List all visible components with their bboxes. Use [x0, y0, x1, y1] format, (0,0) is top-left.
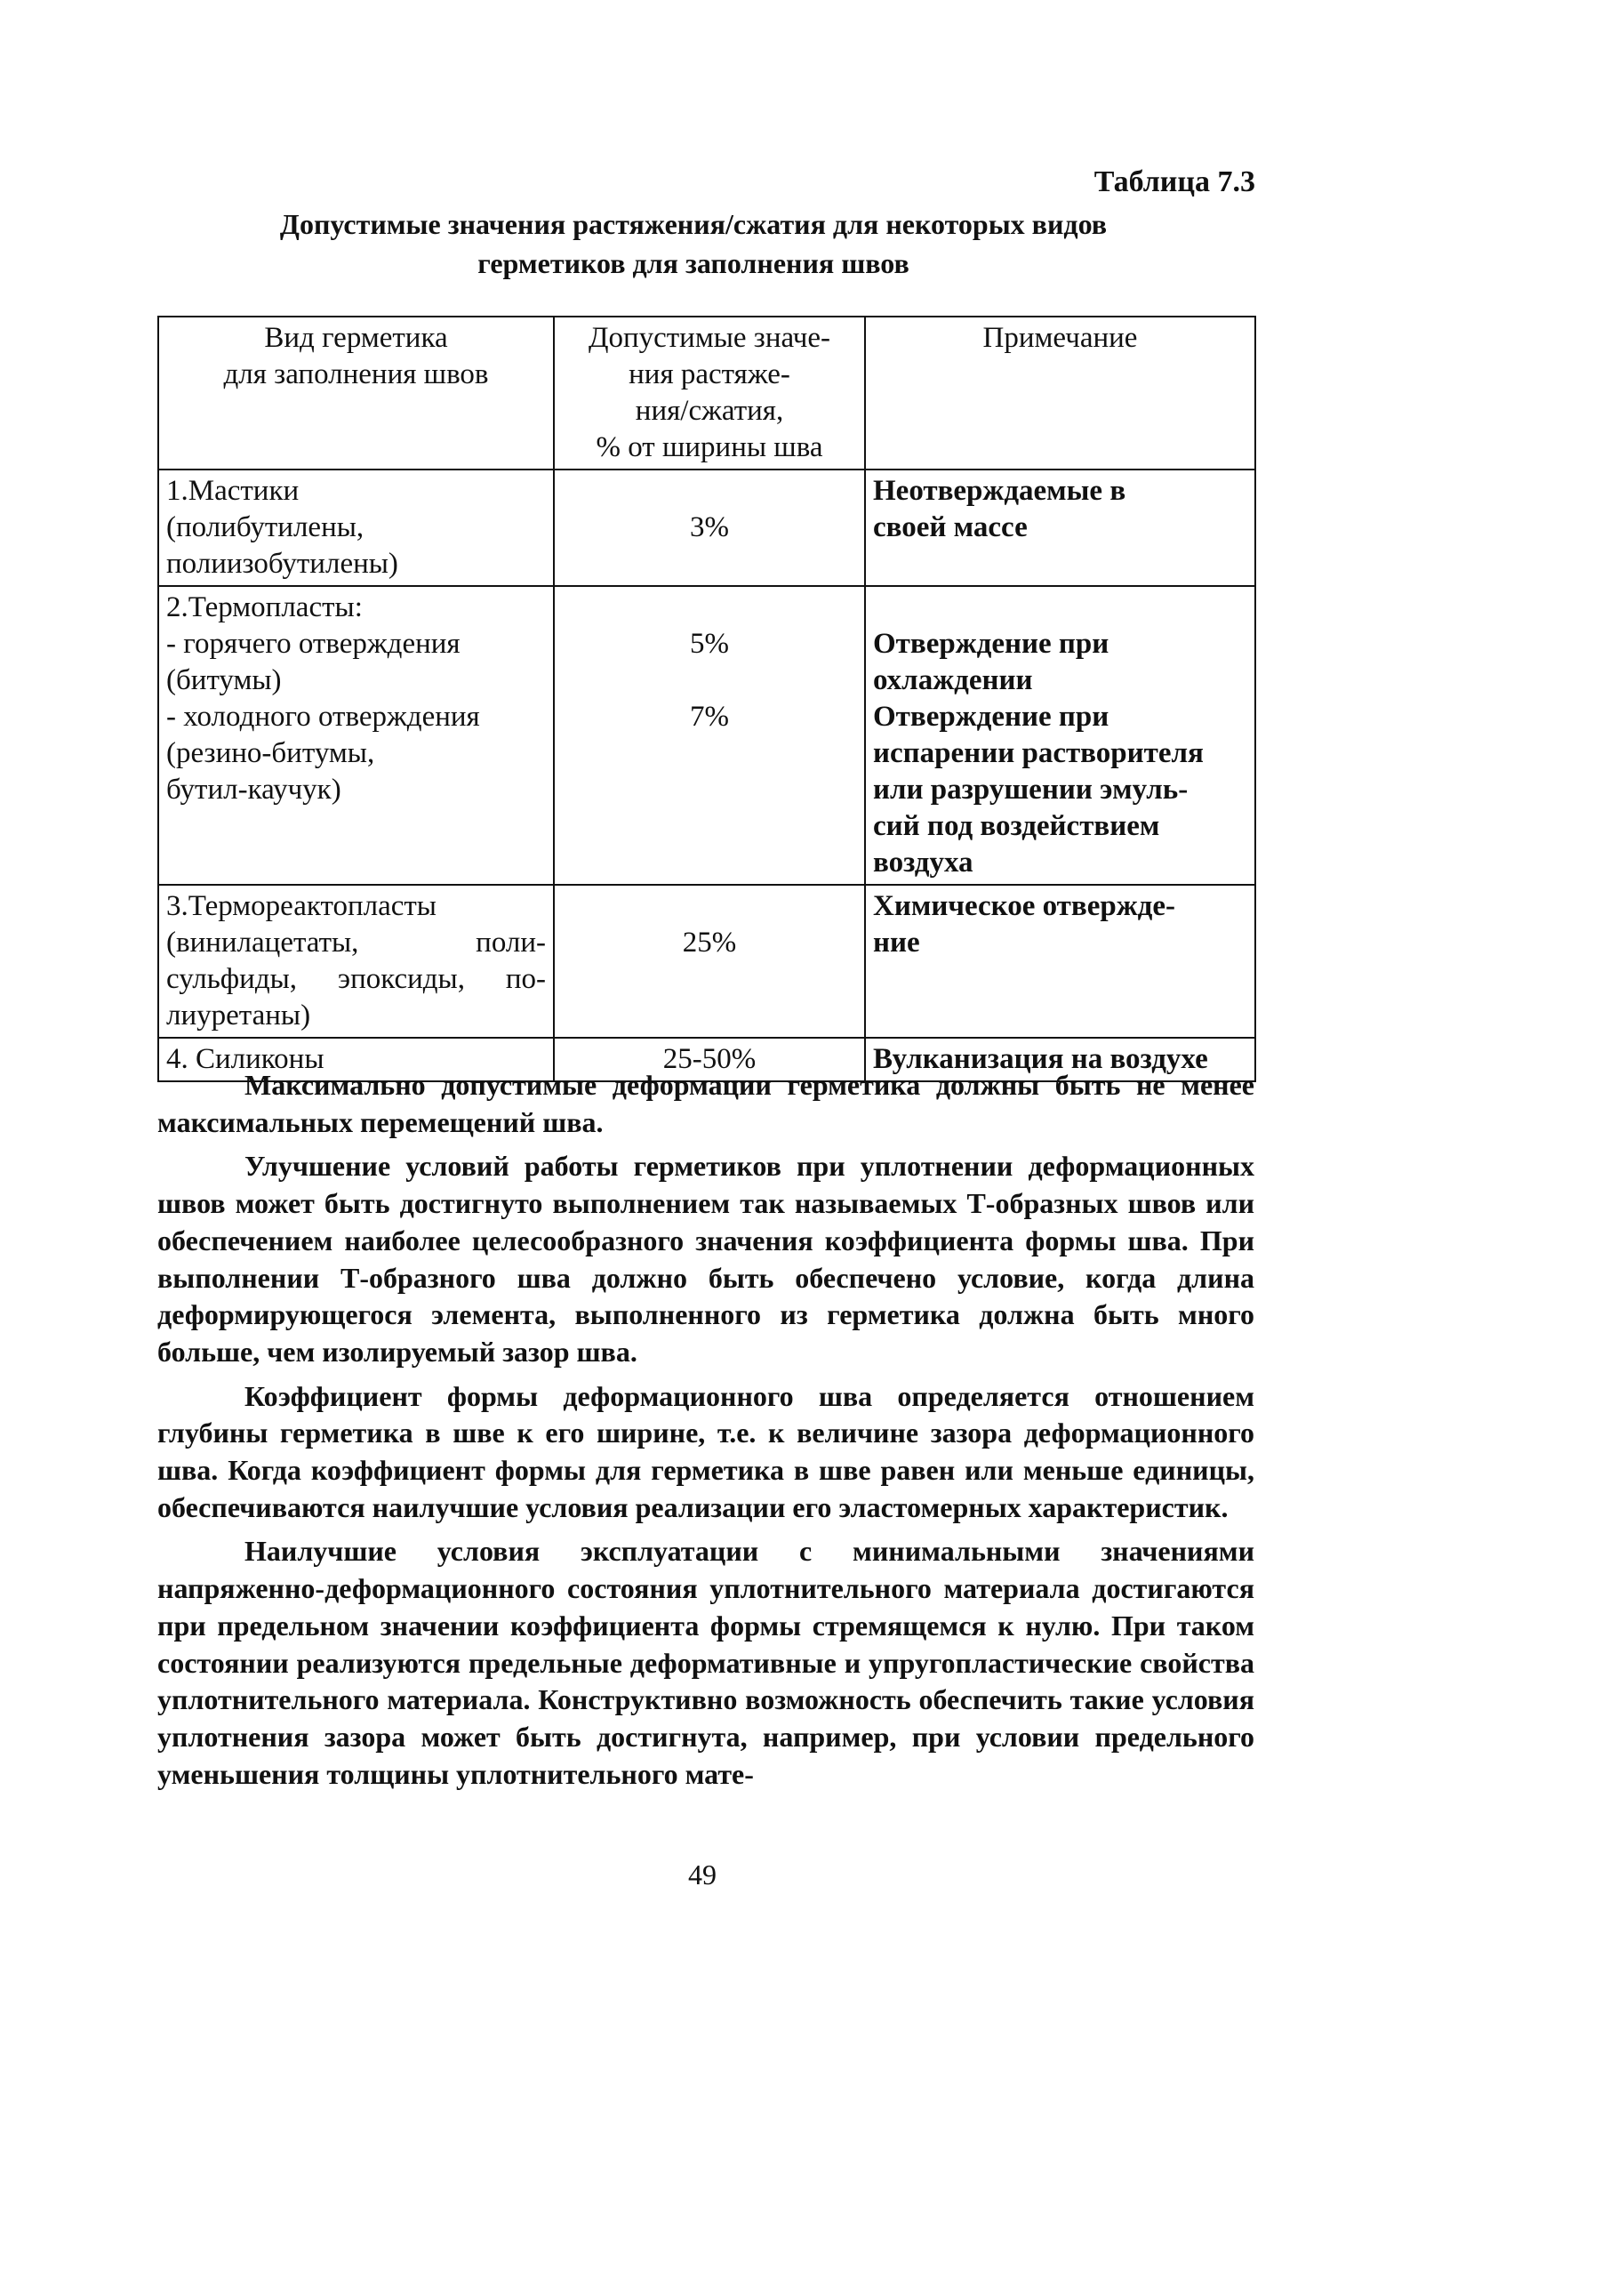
table-row — [158, 470, 1255, 586]
table-row — [158, 885, 1255, 1038]
cell-note: Отверждение при охлаждении Отверждение при испарении растворителя или разрушении эмуль- сий под воздействием воздуха — [865, 586, 1255, 885]
cell-allowed-value: 25% — [554, 885, 865, 1038]
caption-line-1: Допустимые значения растяжения/сжатия для некоторых видов — [279, 208, 1108, 240]
cell-sealant-type: 2.Термопласты: - горячего отверждения (битумы) - холодного отверждения (резино-битумы, бутил-каучук) — [158, 586, 554, 885]
paragraph: Коэффициент формы деформационного шва определяется отношением глубины герметика в шве к его ширине, т.е. к величине зазора деформационного шва. Когда коэффициент формы для герметика в шве равен или меньше единицы, обеспечиваются наилучшие условия реализации его эластомерных характеристик. — [157, 1379, 1254, 1523]
paragraph: Наилучшие условия эксплуатации с минимальными значениями напряженно-деформационного состояния уплотнительного материала достигаются при предельном значении коэффициента формы стремящемся к нулю. При таком состоянии реализуются предельные деформативные и упругопластические свойства уплотнительного материала. Конструктивно возможность обеспечить такие условия уплотнения зазора может быть достигнута, например, при условии предельного уменьшения толщины уплотнительного мате- — [157, 1535, 1254, 1790]
body-text — [157, 1067, 1254, 1800]
cell-allowed-value: 5% 7% — [554, 586, 865, 885]
cell-note: Вулканизация на воздухе — [865, 1038, 1255, 1081]
header-note: Примечание — [865, 317, 1255, 470]
cell-allowed-value: 3% — [554, 470, 865, 586]
table-caption — [213, 205, 1173, 283]
table-label: Таблица 7.3 — [1093, 165, 1255, 198]
cell-allowed-value: 25-50% — [554, 1038, 865, 1081]
paragraph: Максимально допустимые деформации герметика должны быть не менее максимальных перемещений шва. — [157, 1069, 1254, 1138]
paragraph: Улучшение условий работы герметиков при уплотнении деформационных швов может быть достигнуто выполнением так называемых Т-образных швов или обеспечением наиболее целесообразного значения коэффициента формы шва. При выполнении Т-образного шва должно быть обеспечено условие, когда длина деформирующегося элемента, выполненного из герметика должна быть много больше, чем изолируемый зазор шва. — [157, 1150, 1254, 1368]
header-sealant-type: Вид герметика для заполнения швов — [158, 317, 554, 470]
sealants-table — [157, 316, 1256, 1082]
table-row — [158, 586, 1255, 885]
table-header-row — [158, 317, 1255, 470]
cell-note: Химическое отвержде- ние — [865, 885, 1255, 1038]
header-allowed-value: Допустимые значе- ния растяже- ния/сжатия, % от ширины шва — [554, 317, 865, 470]
cell-sealant-type: 4. Силиконы — [158, 1038, 554, 1081]
page-number: 49 — [688, 1858, 717, 1891]
cell-note: Неотверждаемые в своей массе — [865, 470, 1255, 586]
cell-sealant-type: 3.Термореактопласты (винилацетаты, поли- сульфиды, эпоксиды, по- лиуретаны) — [158, 885, 554, 1038]
cell-sealant-type: 1.Мастики (полибутилены, полиизобутилены) — [158, 470, 554, 586]
caption-line-2: герметиков для заполнения швов — [477, 247, 909, 279]
